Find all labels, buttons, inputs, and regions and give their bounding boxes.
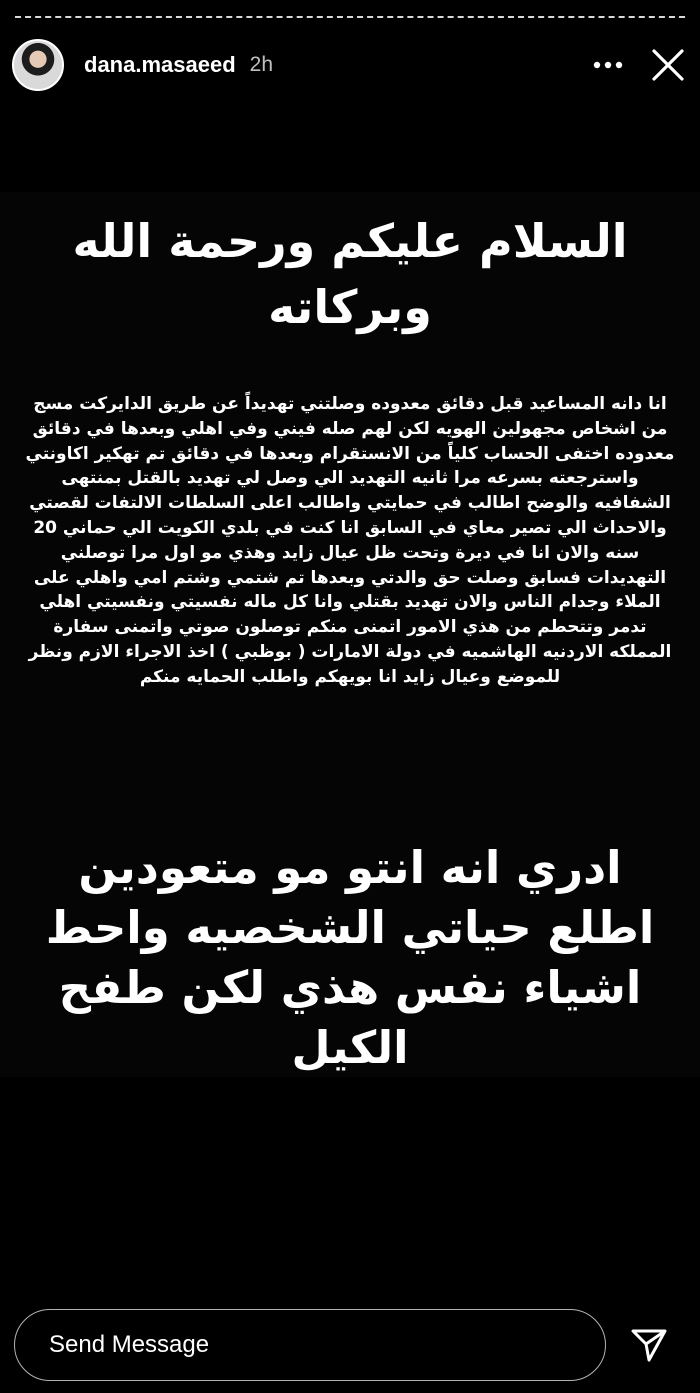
story-closing-text: ادري انه انتو مو متعودين اطلع حياتي الشخصيه واحط اشياء نفس هذي لكن طفح الكيل (45, 841, 655, 1074)
story-greeting: السلام عليكم ورحمة الله وبركاته (72, 214, 628, 334)
username[interactable]: dana.masaeed (84, 52, 236, 77)
send-button[interactable] (626, 1322, 672, 1368)
close-icon (651, 48, 685, 82)
story-footer (14, 1308, 686, 1382)
more-options-button[interactable] (588, 45, 628, 85)
close-button[interactable] (648, 45, 688, 85)
story-progress-bar (15, 16, 685, 18)
send-icon (629, 1325, 669, 1365)
more-horizontal-icon (593, 61, 623, 69)
story-body-text: انا دانه المساعيد قبل دقائق معدوده وصلتني تهديداً عن طريق الدايركت مسج من اشخاص مجهولين الهويه لكن لهم صله فيني وفي اهلي وبعدها في دقائق معدوده اختفى الحساب كلياً من الانستقرام وبعدها في دقائق تم تهكير اكاونتي واسترجعته بسرعه مرا ثانيه التهديد الي وصل لي تهديد بالقتل بمنتهى الشفافيه والوضح اطالب في حمايتي واطالب اعلى السلطات الالتفات لقصتي والاحداث الي تصير معاي في السابق انا كنت في بلدي الكويت الي حماني 20 سنه والان انا في ديرة وتحت ظل عيال زايد وهذي مو اول مرا توصلني التهديدات فسابق وصلت حق والدتي وبعدها تم شتمي وشتم امي واهلي على الملاء وجدام الناس والان تهديد بقتلي وانا كل ماله نفسيتي ونفسيتي اهلي تدمر وتتحطم من هذي الامور اتمنى منكم توصلون صوتي واتمنى سفارة المملكه الاردنيه الهاشميه في دولة الامارات ( بوظبي ) اخذ الاجراء الازم ونظر للموضع وعيال زايد انا بويهكم واطلب الحمايه منكم (25, 394, 675, 687)
story-header (12, 38, 688, 92)
story-image (0, 192, 700, 1077)
send-message-input[interactable] (14, 1309, 606, 1381)
time-ago: 2h (249, 53, 273, 76)
avatar-icon[interactable] (12, 39, 64, 91)
